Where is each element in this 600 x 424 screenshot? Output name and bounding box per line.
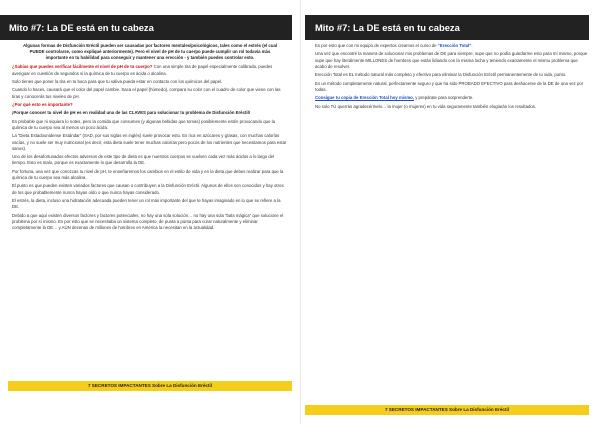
paragraph: Debido a que aquí existen diversos factores y factores potenciales, no hay una sola solución… no hay una sola “bala mágica” que solucione el problema por sí mismo. Es por esto que se necesitaba un sistema completo, de punta a punta para curar naturalmente y eliminar completamente la DE… y AÚN decenas de millones de hombres en América la necesitan en la actualidad. — [12, 212, 284, 230]
paragraph: Es probable que ni siquiera lo notes, pero la comida que consumes (y algunas bebidas que tomas) posiblemente estén provocando que la química de tu cuerpo sea al menos un poco ácida. — [12, 118, 275, 130]
ph-question-lead: ¿Sabías que puedes verificar fácilmente el nivel de pH de tu cuerpo? — [12, 64, 153, 70]
paragraph: Erección Total es EL método natural más completo y efectivo para eliminar la Disfunción Eréctil permanentemente de tu vida, punto. — [315, 72, 567, 78]
course-text: Es por esto que con mi equipo de expertos creamos el curso de — [315, 43, 438, 48]
paragraph: No solo TÚ querrás agradecérmelo… la mujer (o mujeres) en tu vida seguramente también elogiarán los resultados. — [315, 103, 537, 109]
paragraph: Uno de los desafortunados efectos adversos de este tipo de dieta es que nuestros cuerpos se vuelven cada vez más ácidos a lo largo del tiempo. Esto es malo, porque es exactamente lo que desarrolla la DE. — [12, 154, 275, 166]
paragraph: Es un método completamente natural, perfectamente seguro y que ha sido PROBADO EFECTIVO para deshacerse de la DE de una vez por todas. — [315, 80, 584, 92]
paragraph: Una vez que encontré la manera de solucionar mis problemas de DE para siempre, supe que no podía guardarme esto para mí mismo, porque supe que hay literalmente MILLONES de hombres que están lidiando con la misma lucha y teniendo exactamente el mismo problema que acabo de resolver. — [315, 51, 588, 69]
page-title: Mito #7: La DE está en tu cabeza — [0, 15, 292, 40]
bold-paragraph: ¡Porque conocer tu nivel de pH es en realidad una de las CLAVES para solucionar tu problema de Disfunción Eréctil! — [12, 110, 251, 116]
page-body — [12, 43, 288, 233]
page-footer: 7 SECRETOS IMPACTANTES Sobre La Disfunción Eréctil — [8, 381, 292, 391]
course-text-end: . — [471, 43, 473, 48]
cta-link[interactable]: Consigue tu copia de Erección Total hoy mismo, — [315, 95, 415, 101]
paragraph: Por fortuna, una vez que conozcas tu nivel de pH, te enseñaremos los cambios en el estilo de vida y en la dieta que debes realizar para que la química de tu cuerpo sea más alcalina. — [12, 168, 284, 180]
page-footer: 7 SECRETOS IMPACTANTES Sobre La Disfunción Eréctil — [305, 405, 589, 415]
right-page — [300, 0, 600, 424]
paragraph-cta — [315, 95, 590, 101]
paragraph: El punto es que pueden existen variados factores que causan o contribuyen a la Disfunción Eréctil. Algunos de ellos son conocidos y hay otros de los que probablemente nunca hayas oído o que nunca hayas considerado. — [12, 183, 284, 195]
paragraph: Solo tienes que poner la tira en tu boca para que tu saliva pueda estar en contacto con los químicos del papel. — [12, 79, 223, 84]
paragraph: El estrés, la dieta, incluso una hidratación adecuada pueden tener un rol más importante del que te hayas imaginado en lo que se refiere a la DE. — [12, 197, 281, 210]
intro-paragraph: Algunas formas de Disfunción Eréctil pueden ser causadas por factores mentales/psicológicos, tales como el estrés (el cual PUEDE controlarse, como expliqué anteriormente). Pero el nivel de pH de tu cuerpo puede cumplir un rol todavía más importante en tu habilidad para conseguir y mantener una erección - y también puedes controlar esto. — [22, 43, 278, 61]
paragraph-ph-question — [12, 64, 288, 76]
course-link[interactable]: “Erección Total” — [437, 43, 472, 48]
paragraph-course — [315, 43, 590, 49]
ph-question-text: Con una simple tira de papel especialmente calibrada, puedes averiguar en cuestión de segundos si la química de tu cuerpo es ácida o alcalina. — [12, 64, 273, 76]
paragraph: Cuando lo haces, causará que el color del papel cambie. Saca el papel (húmedo), compara su color con el cuadro de color que viene con las tiras y conocerás tus niveles de pH. — [12, 87, 281, 99]
page-body — [315, 43, 590, 112]
page-title: Mito #7: La DE está en tu cabeza — [305, 15, 589, 40]
subheading-why-important: ¿Por qué esto es importante? — [12, 101, 73, 107]
paragraph: La “Dieta Estadounidense Estándar” (SAD, por sus siglas en inglés) suele provocar esto. Es rica en azúcares y grasas, con muchas calorías vacías, y no suele ser muy nutricional (es decir, esta dieta suele tener muchas calorías pero pocos de los nutrientes que necesitamos para estar sanos). — [12, 133, 287, 151]
cta-text: y prepárate para sorprenderte. — [414, 95, 474, 101]
